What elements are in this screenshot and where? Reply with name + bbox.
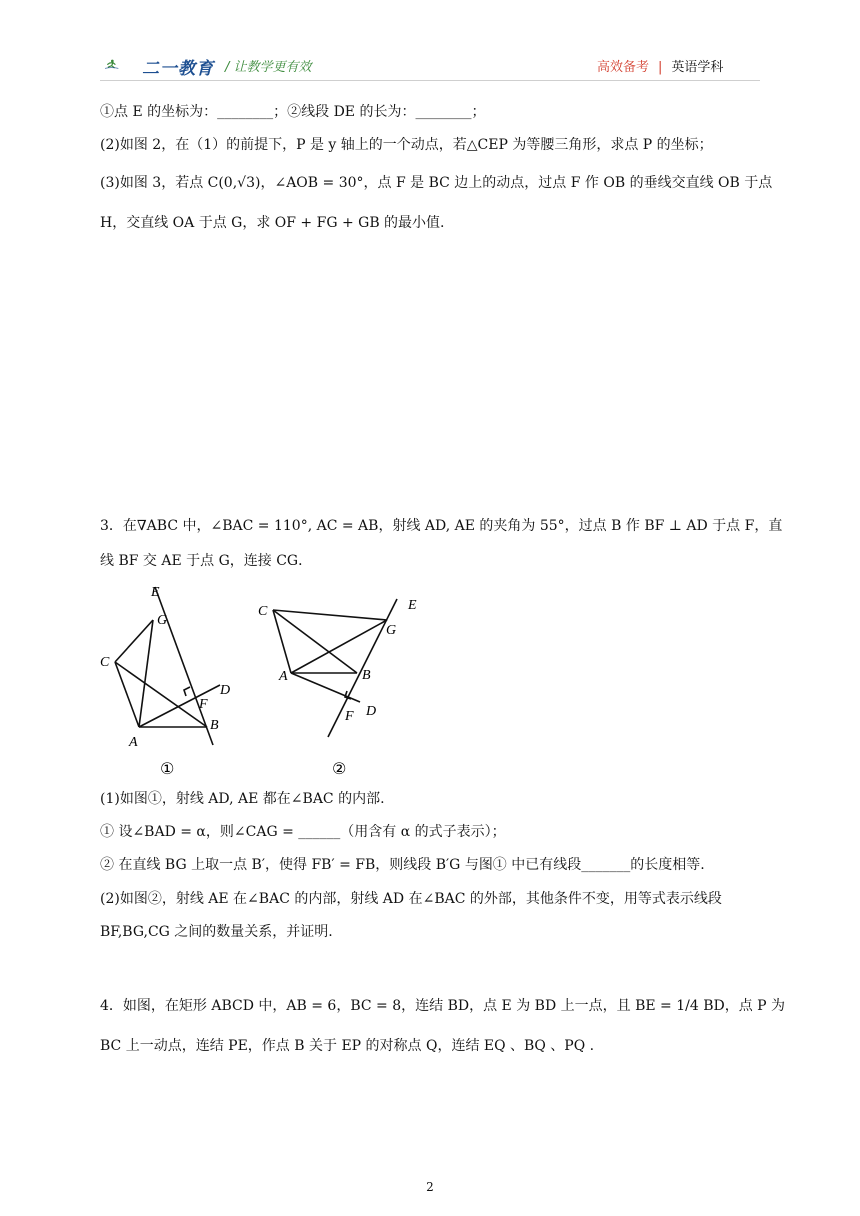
page-header (0, 0, 860, 90)
fig2-label-f: F (345, 709, 354, 724)
text-line: (2)如图 2，在（1）的前提下，P 是 y 轴上的一个动点，若△CEP 为等腰三角形，求点 P 的坐标； (100, 137, 713, 153)
header-right (597, 56, 723, 75)
fig1-label-g: G (157, 613, 168, 628)
fig1-label-c: C (100, 655, 110, 670)
fig2-label-d: D (366, 704, 377, 719)
fig1-label-a: A (129, 735, 138, 750)
fig1-label-b: B (210, 718, 219, 733)
logo-text: 二一教育 (142, 59, 214, 79)
fig1-label-d: D (220, 683, 231, 698)
header-tag: 高效备考 (597, 60, 650, 75)
text-line: 4．如图，在矩形 ABCD 中，AB = 6，BC = 8，连结 BD，点 E 为 BD 上一点，且 BE = 1/4 BD，点 P 为 (100, 998, 786, 1014)
page-number: 2 (426, 1180, 434, 1194)
fig2-label-c: C (258, 604, 268, 619)
figure-1 (115, 587, 220, 745)
figure-2 (273, 599, 397, 737)
header-divider (100, 80, 760, 81)
text-line: ①点 E 的坐标为：________；②线段 DE 的长为：________； (100, 104, 486, 120)
text-line: (1)如图①，射线 AD, AE 都在∠BAC 的内部. (100, 791, 385, 807)
text-line: H，交直线 OA 于点 G，求 OF + FG + GB 的最小值. (100, 215, 445, 231)
fig2-label-b: B (362, 668, 371, 683)
slogan: / 让教学更有效 (225, 60, 312, 75)
text-line: ② 在直线 BG 上取一点 B′，使得 FB′ = FB，则线段 B′G 与图① 中已有线段_______的长度相等. (100, 857, 705, 873)
text-line: ① 设∠BAD = α，则∠CAG = ______（用含有 α 的式子表示）； (100, 824, 506, 840)
fig2-label-e: E (408, 598, 417, 613)
fig1-label-e: E (151, 585, 160, 600)
fig1-caption: ① (160, 759, 175, 778)
text-line: (2)如图②，射线 AE 在∠BAC 的内部，射线 AD 在∠BAC 的外部，其他条件不变，用等式表示线段 (100, 891, 722, 907)
runner-logo-icon (105, 48, 145, 80)
text-line: 线 BF 交 AE 于点 G，连接 CG． (100, 553, 313, 569)
fig1-label-f: F (199, 697, 208, 712)
text-line: BF,BG,CG 之间的数量关系，并证明. (100, 924, 333, 940)
fig2-label-g: G (386, 623, 397, 638)
text-line: (3)如图 3，若点 C(0,√3)，∠AOB = 30°，点 F 是 BC 边上的动点，过点 F 作 OB 的垂线交直线 OB 于点 (100, 175, 773, 191)
text-line: BC 上一动点，连结 PE，作点 B 关于 EP 的对称点 Q，连结 EQ 、BQ 、PQ . (100, 1038, 595, 1054)
header-separator: | (658, 60, 663, 75)
text-line: 3．在∇ABC 中，∠BAC = 110°, AC = AB，射线 AD, AE 的夹角为 55°，过点 B 作 BF ⊥ AD 于点 F，直 (100, 518, 783, 534)
fig2-label-a: A (279, 669, 288, 684)
geometry-figures (95, 582, 455, 782)
header-subject: 英语学科 (671, 60, 724, 75)
fig2-caption: ② (332, 759, 347, 778)
